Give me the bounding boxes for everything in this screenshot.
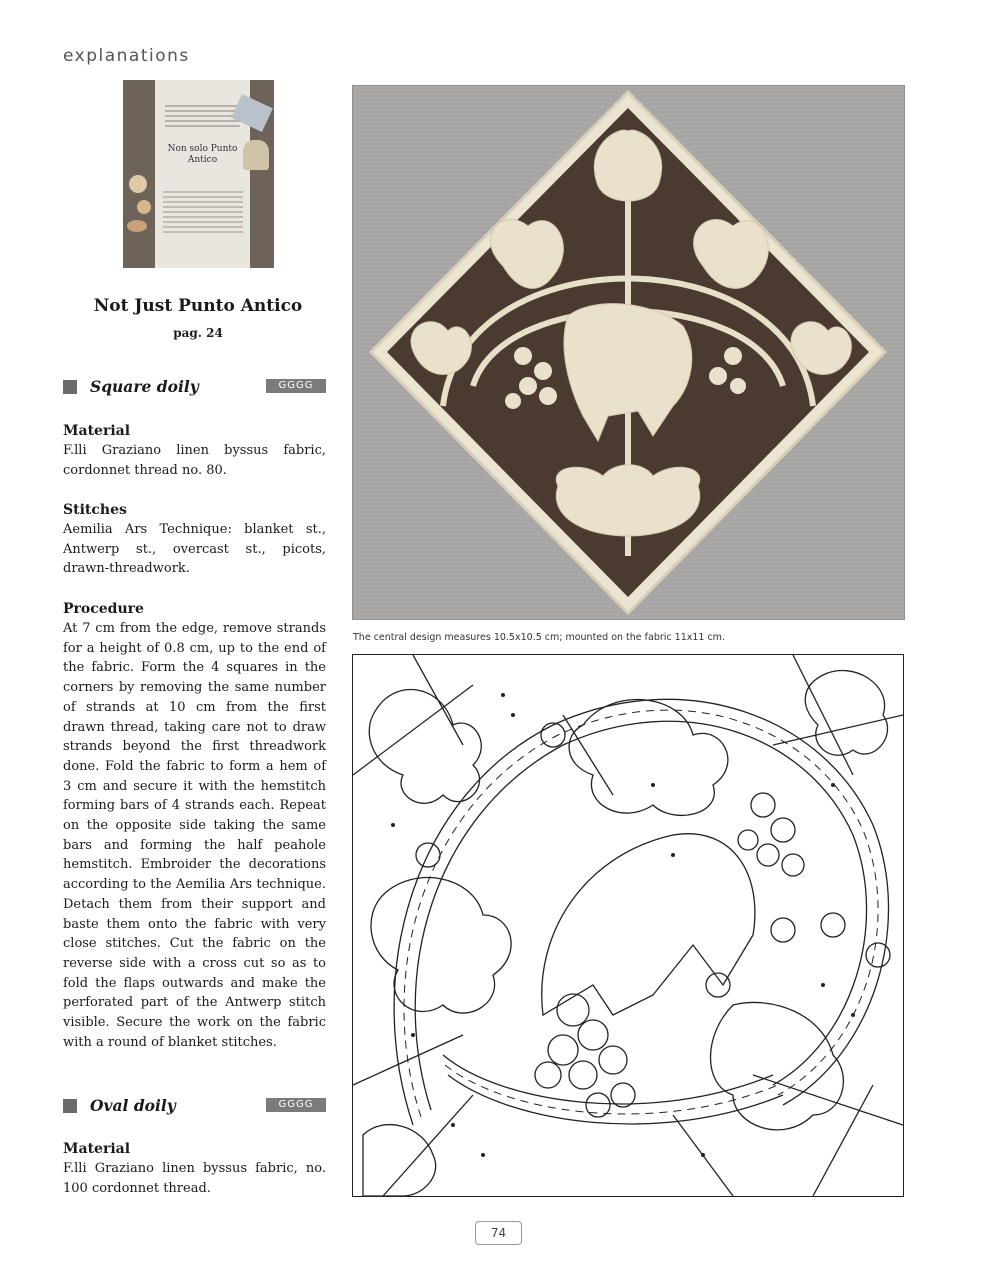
procedure-heading: Procedure (63, 601, 144, 617)
material-text: F.lli Graziano linen byssus fabric, cordonnet thread no. 80. (63, 443, 326, 478)
section-bullet-icon (63, 1099, 77, 1113)
material-heading: Material (63, 423, 131, 439)
book-title: Not Just Punto Antico (93, 296, 303, 316)
lace-doily-photo (352, 85, 905, 620)
difficulty-badge: GGGG (266, 1098, 326, 1112)
material-heading: Material (63, 1141, 131, 1157)
stitches-block (63, 500, 326, 579)
stitches-heading: Stitches (63, 502, 127, 518)
stitches-text: Aemilia Ars Technique: blanket st., Antwerp st., overcast st., picots, drawn-threadwork. (63, 522, 326, 577)
embroidery-pattern-drawing (352, 654, 904, 1197)
section-heading-square-doily (63, 378, 326, 398)
section-heading-oval-doily (63, 1097, 326, 1117)
difficulty-badge: GGGG (266, 379, 326, 393)
material-block (63, 1139, 326, 1198)
procedure-text: At 7 cm from the edge, remove strands for a height of 0.8 cm, up to the end of the fabric. Form the 4 squares in the corners by removing the same number of strands at 10 cm from the first drawn thread, taking care not to draw strands beyond the first threadwork done. Fold the fabric to form a hem of 3 cm and secure it with the hemstitch forming bars of 4 strands each. Repeat on the opposite side taking the same bars and forming the half peahole hemstitch. Embroider the decorations according to the Aemilia Ars technique. Detach them from their support and baste them onto the fabric with very close stitches. Cut the fabric on the reverse side with a cross cut so as to fold the flaps outwards and make the perforated part of the Antwerp stitch visible. Secure the work on the fabric with a round of blanket stitches. (63, 621, 326, 1050)
photo-caption: The central design measures 10.5x10.5 cm; mounted on the fabric 11x11 cm. (353, 632, 725, 643)
section-title: Square doily (90, 377, 199, 396)
material-text: F.lli Graziano linen byssus fabric, no. 100 cordonnet thread. (63, 1161, 326, 1196)
procedure-block (63, 599, 326, 1052)
section-header: explanations (63, 46, 190, 66)
section-bullet-icon (63, 380, 77, 394)
book-page-ref: pag. 24 (173, 326, 223, 340)
material-block (63, 421, 326, 480)
cover-title: Non solo Punto Antico (167, 144, 238, 165)
section-title: Oval doily (90, 1096, 176, 1115)
book-cover-image (123, 80, 274, 268)
page-number: 74 (475, 1221, 522, 1245)
